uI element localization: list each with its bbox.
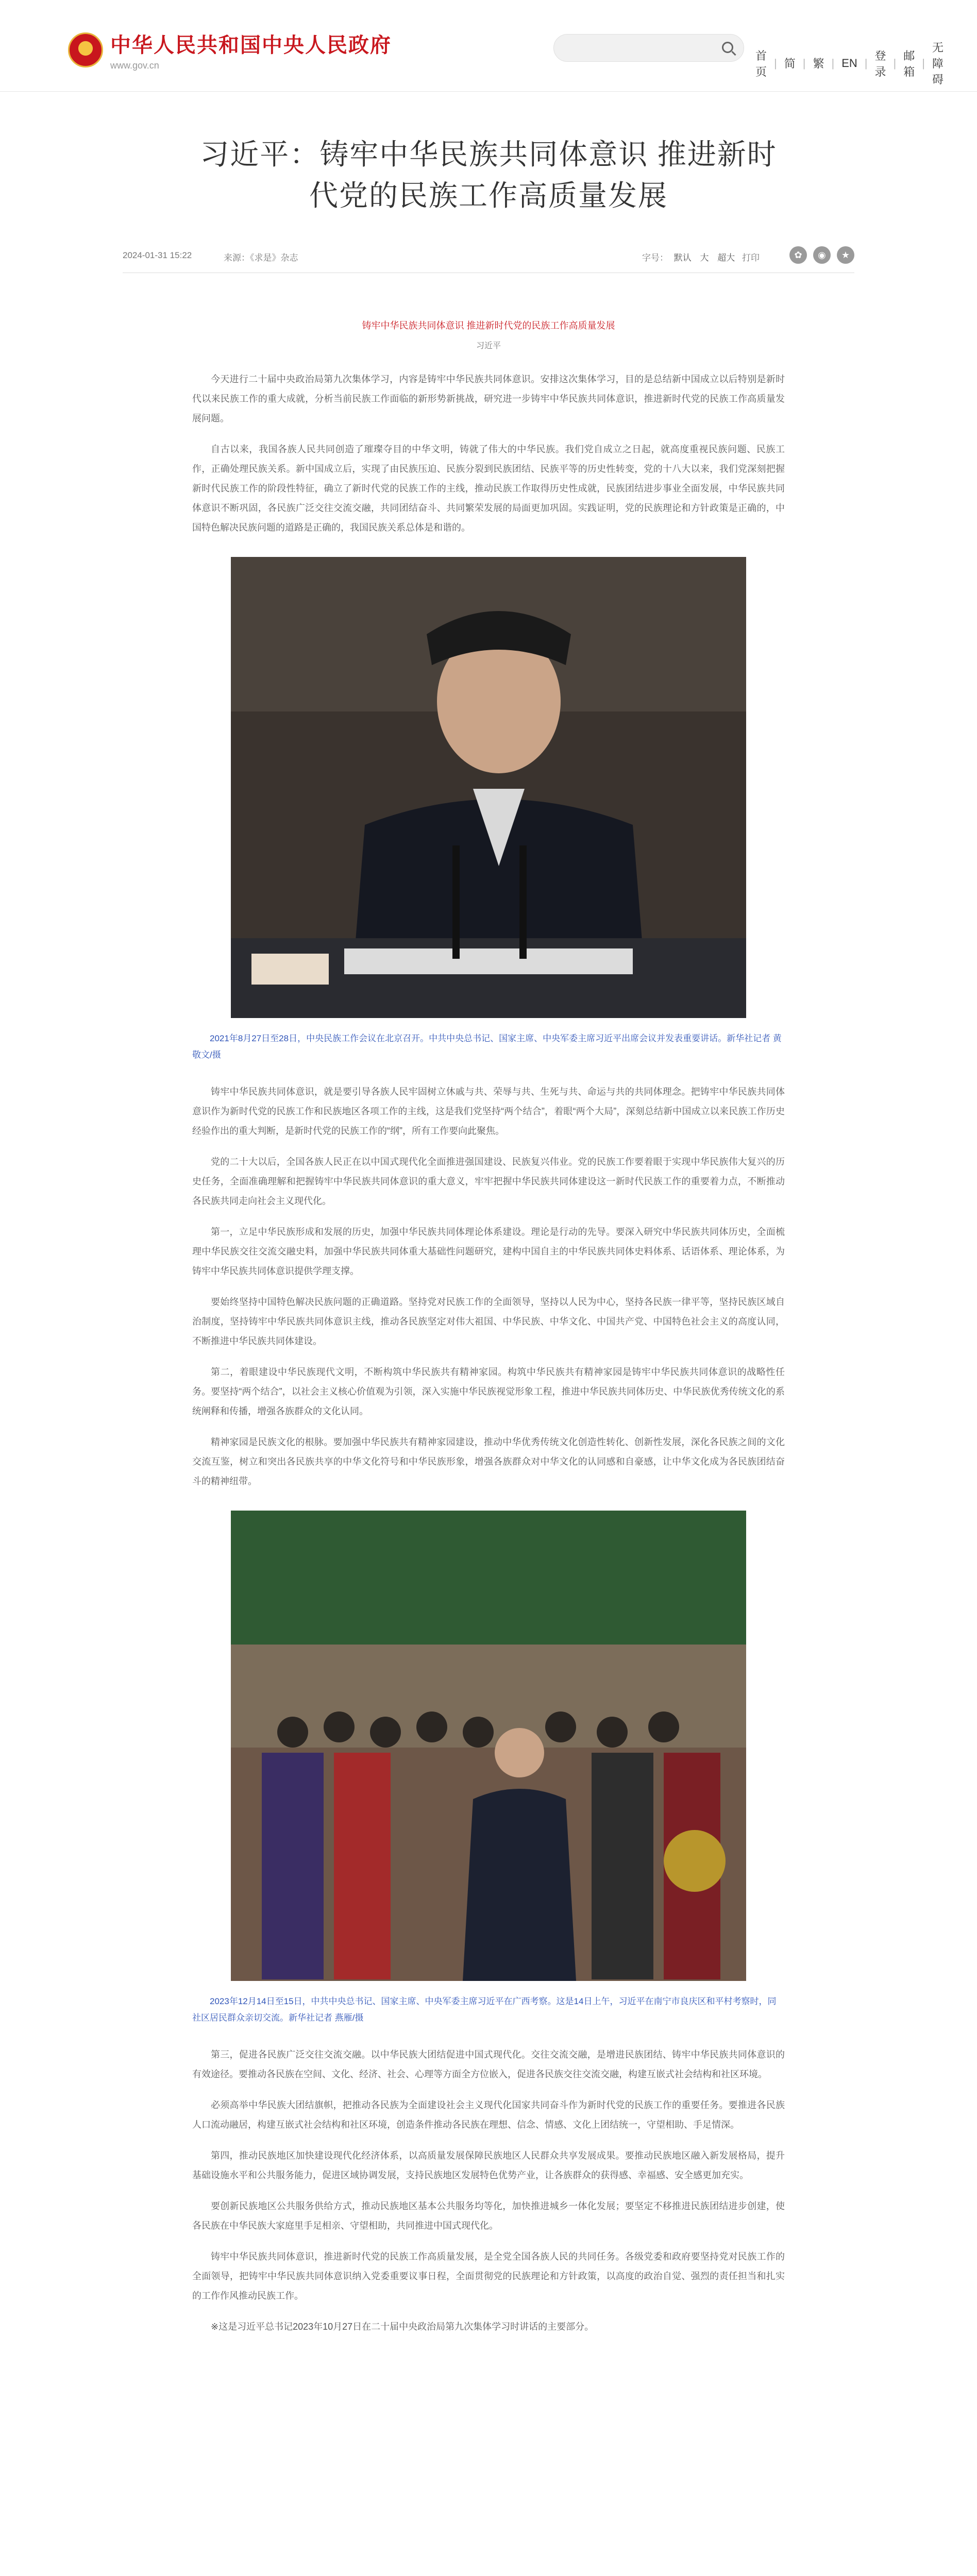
share-bar bbox=[789, 246, 854, 264]
nav-simplified[interactable]: 简 bbox=[784, 57, 796, 70]
paragraph: 第三，促进各民族广泛交往交流交融。以中华民族大团结促进中国式现代化。交往交流交融，是增进民族团结、铸牢中华民族共同体意识的有效途径。要推动各民族在空间、文化、经济、社会、心理等方面全方位嵌入，促进各民族交往交流交融，构建互嵌式社会结构和社区环境。 bbox=[192, 2049, 785, 2079]
photo-guangxi-inspection bbox=[231, 1511, 746, 1981]
article-subhead: 铸牢中华民族共同体意识 推进新时代党的民族工作高质量发展 bbox=[362, 320, 615, 331]
photo-illustration bbox=[231, 1511, 746, 1981]
font-default[interactable]: 默认 bbox=[673, 253, 692, 263]
paragraph: 第二，着眼建设中华民族现代文明，不断构筑中华民族共有精神家园。构筑中华民族共有精神家园是铸牢中华民族共同体意识的战略性任务。要坚持“两个结合”，以社会主义核心价值观为引领，深入实施中华民族视觉形象工程，推进中华民族共同体历史、中华民族优秀传统文化的系统阐释和传播，增强各族群众的文化认同。 bbox=[192, 1367, 785, 1416]
search-icon[interactable] bbox=[722, 42, 733, 53]
publish-date: 2024-01-31 15:22 bbox=[123, 250, 192, 260]
nav-home[interactable]: 首页 bbox=[755, 49, 767, 78]
print-button[interactable]: 打印 bbox=[742, 253, 760, 263]
search-box bbox=[553, 34, 744, 62]
font-size-label: 字号： bbox=[642, 253, 668, 263]
paragraph: 第四，推动民族地区加快建设现代化经济体系，以高质量发展保障民族地区人民群众共享发展成果。要推动民族地区融入新发展格局，提升基础设施水平和公共服务能力，促进区域协调发展，支持民族地区发展特色优势产业，让各族群众的获得感、幸福感、安全感更加充实。 bbox=[192, 2150, 785, 2180]
paragraph: 铸牢中华民族共同体意识，就是要引导各族人民牢固树立休戚与共、荣辱与共、生死与共、命运与共的共同体理念。把铸牢中华民族共同体意识作为新时代党的民族工作和民族地区各项工作的主线，这是我们党坚持“两个结合”，着眼“两个大局”，深刻总结新中国成立以来民族工作历史经验作出的重大判断，是新时代党的民族工作的“纲”，所有工作要向此聚焦。 bbox=[192, 1087, 785, 1136]
note-paragraph: ※这是习近平总书记2023年10月27日在二十届中央政治局第九次集体学习时讲话的主要部分。 bbox=[211, 2321, 594, 2332]
search-input[interactable] bbox=[554, 35, 709, 61]
site-url: www.gov.cn bbox=[110, 60, 159, 71]
nav-accessibility[interactable]: 无障碍 bbox=[932, 41, 944, 86]
article-meta bbox=[123, 246, 854, 273]
font-size-control bbox=[642, 250, 738, 263]
weibo-icon[interactable]: ◉ bbox=[813, 246, 831, 264]
nav-traditional[interactable]: 繁 bbox=[813, 57, 824, 70]
nav-login[interactable]: 登录 bbox=[874, 49, 886, 78]
article-body bbox=[192, 318, 785, 2336]
photo-central-ethnic-work-conference bbox=[231, 557, 746, 1018]
nav-mail[interactable]: 邮箱 bbox=[903, 49, 915, 78]
font-xlarge[interactable]: 超大 bbox=[717, 253, 735, 263]
nav-english[interactable]: EN bbox=[841, 56, 857, 70]
paragraph: 今天进行二十届中央政治局第九次集体学习，内容是铸牢中华民族共同体意识。安排这次集体学习，目的是总结新中国成立以后特别是新时代以来民族工作的重大成就，分析当前民族工作面临的新形势新挑战，研究进一步铸牢中华民族共同体意识，推进新时代党的民族工作高质量发展问题。 bbox=[192, 374, 785, 423]
article-source: 来源：《求是》杂志 bbox=[224, 253, 298, 263]
photo-caption: 2021年8月27日至28日，中央民族工作会议在北京召开。中共中央总书记、国家主席、中央军委主席习近平出席会议并发表重要讲话。新华社记者 黄敬文/摄 bbox=[192, 1033, 782, 1060]
site-logo[interactable] bbox=[68, 29, 392, 71]
paragraph: 党的二十大以后，全国各族人民正在以中国式现代化全面推进强国建设、民族复兴伟业。党的民族工作要着眼于实现中华民族伟大复兴的历史任务，全面准确理解和把握铸牢中华民族共同体意识的重大意义，牢牢把握中华民族共同体建设这一新时代民族工作的重要着力点，不断推动各民族共同走向社会主义现代化。 bbox=[192, 1157, 785, 1206]
paragraph: 自古以来，我国各族人民共同创造了璀璨夺目的中华文明，铸就了伟大的中华民族。我们党自成立之日起，就高度重视民族问题、民族工作，正确处理民族关系。新中国成立后，实现了由民族压迫、民族分裂到民族团结、民族平等的历史性转变，党的十八大以来，我们党深刻把握新时代民族工作的阶段性特征，确立了新时代党的民族工作的主线，推动民族工作取得历史性成就，民族团结进步事业全面发展，中华民族共同体意识不断巩固，各民族广泛交往交流交融，共同团结奋斗、共同繁荣发展的局面更加巩固。实践证明，党的民族理论和方针政策是正确的，中国特色解决民族问题的道路是正确的，我国民族关系总体是和谐的。 bbox=[192, 444, 785, 533]
site-title: 中华人民共和国中央人民政府 bbox=[110, 33, 392, 57]
paragraph: 第一，立足中华民族形成和发展的历史，加强中华民族共同体理论体系建设。理论是行动的先导。要深入研究中华民族共同体历史，全面梳理中华民族交往交流交融史料，加强中华民族共同体重大基础性问题研究，建构中国自主的中华民族共同体史料体系、话语体系、理论体系，为铸牢中华民族共同体意识提供学理支撑。 bbox=[192, 1227, 785, 1276]
wechat-icon[interactable]: ✿ bbox=[789, 246, 807, 264]
qzone-icon[interactable]: ★ bbox=[837, 246, 854, 264]
photo-illustration bbox=[231, 557, 746, 1018]
article-title: 习近平：铸牢中华民族共同体意识 推进新时代党的民族工作高质量发展 bbox=[200, 138, 777, 212]
photo-caption: 2023年12月14日至15日，中共中央总书记、国家主席、中央军委主席习近平在广西考察。这是14日上午，习近平在南宁市良庆区和平村考察时，同社区居民群众亲切交流。新华社记者 燕雁/摄 bbox=[192, 1996, 777, 2023]
article-author: 习近平 bbox=[476, 342, 501, 350]
national-emblem-icon bbox=[68, 32, 103, 67]
site-header bbox=[0, 0, 977, 92]
top-nav: 首页 | 简 | 繁 | EN | 登录 | 邮箱 | 无障碍 bbox=[748, 39, 951, 87]
paragraph: 铸牢中华民族共同体意识，推进新时代党的民族工作高质量发展，是全党全国各族人民的共同任务。各级党委和政府要坚持党对民族工作的全面领导，把铸牢中华民族共同体意识纳入党委重要议事日程，全面贯彻党的民族理论和方针政策，以高度的政治自觉、强烈的责任担当和扎实的工作作风推动民族工作。 bbox=[192, 2251, 785, 2301]
paragraph: 精神家园是民族文化的根脉。要加强中华民族共有精神家园建设，推动中华优秀传统文化创造性转化、创新性发展，深化各民族之间的文化交流互鉴，树立和突出各民族共享的中华文化符号和中华民族形象，增强各族群众对中华文化的认同感和自豪感，让中华文化成为各民族团结奋斗的精神纽带。 bbox=[192, 1437, 785, 1486]
paragraph: 必须高举中华民族大团结旗帜，把推动各民族为全面建设社会主义现代化国家共同奋斗作为新时代党的民族工作的重要任务。要推进各民族人口流动融居，构建互嵌式社会结构和社区环境，创造条件推动各民族在理想、信念、情感、文化上团结统一，守望相助、手足情深。 bbox=[192, 2100, 785, 2130]
paragraph: 要始终坚持中国特色解决民族问题的正确道路。坚持党对民族工作的全面领导，坚持以人民为中心，坚持各民族一律平等，坚持民族区域自治制度，坚持铸牢中华民族共同体意识主线，推动各民族坚定对伟大祖国、中华民族、中华文化、中国共产党、中国特色社会主义的高度认同，不断推进中华民族共同体建设。 bbox=[192, 1297, 785, 1346]
font-large[interactable]: 大 bbox=[700, 253, 709, 263]
paragraph: 要创新民族地区公共服务供给方式，推动民族地区基本公共服务均等化，加快推进城乡一体化发展；要坚定不移推进民族团结进步创建，使各民族在中华民族大家庭里手足相亲、守望相助，共同推进中国式现代化。 bbox=[192, 2201, 785, 2231]
